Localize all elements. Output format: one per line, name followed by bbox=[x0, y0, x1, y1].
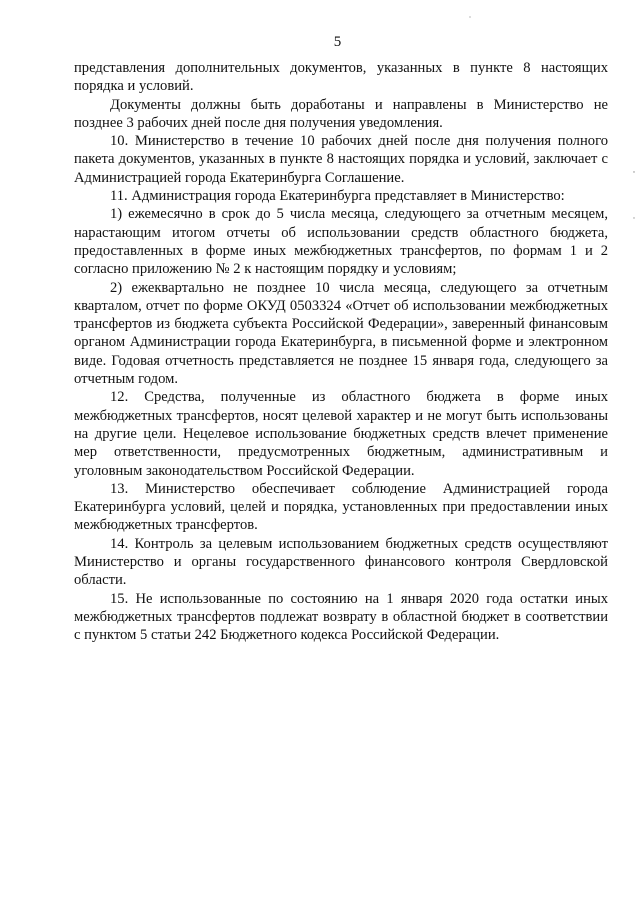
paragraph-item-15: 15. Не использованные по состоянию на 1 января 2020 года остатки иных межбюджетных трансфертов подлежат возврату в областной бюджет в соответствии с пунктом 5 статьи 242 Бюджетного кодекса Российской Федерации. bbox=[74, 590, 608, 644]
document-body bbox=[74, 59, 608, 645]
paragraph-item-11: 11. Администрация города Екатеринбурга представляет в Министерство: bbox=[110, 188, 565, 205]
paragraph-revision-deadline: Документы должны быть доработаны и направлены в Министерство не позднее 3 рабочих дней после дня получения уведомления. bbox=[74, 96, 608, 131]
page-number: 5 bbox=[333, 34, 342, 50]
paragraph-item-14: 14. Контроль за целевым использованием бюджетных средств осуществляют Министерство и органы государственного финансового контроля Свердловской области. bbox=[74, 535, 608, 589]
paragraph-item-12: 12. Средства, полученные из областного бюджета в форме иных межбюджетных трансфертов, носят целевой характер и не могут быть использованы на другие цели. Нецелевое использование бюджетных средств влечет применение мер ответственности, предусмотренных бюджетным, административным и уголовным законодательством Российской Федерации. bbox=[74, 389, 608, 479]
paragraph-item-10: 10. Министерство в течение 10 рабочих дней после дня получения полного пакета документов, указанных в пункте 8 настоящих порядка и условий, заключает с Администрацией города Екатеринбурга Соглашение. bbox=[74, 133, 608, 186]
paragraph-item-11-2: 2) ежеквартально не позднее 10 числа месяца, следующего за отчетным кварталом, отчет по форме ОКУД 0503324 «Отчет об использовании межбюджетных трансфертов из бюджета субъекта Российской Федерации», заверенный финансовым органом Администрации города Екатеринбурга, в письменной форме и электронном виде. Годовая отчетность представляется не позднее 15 января года, следующего за отчетным годом. bbox=[74, 279, 608, 388]
paragraph-item-11-1: 1) ежемесячно в срок до 5 числа месяца, следующего за отчетным месяцем, нарастающим итогом отчеты об использовании средств областного бюджета, предоставленных в форме иных межбюджетных трансфертов, по формам 1 и 2 согласно приложению № 2 к настоящим порядку и условиям; bbox=[74, 206, 608, 278]
paragraph-item-13: 13. Министерство обеспечивает соблюдение Администрацией города Екатеринбурга условий, целей и порядка, установленных при предоставлении иных межбюджетных трансфертов. bbox=[74, 480, 608, 534]
paragraph-continuation: представления дополнительных документов, указанных в пункте 8 настоящих порядка и условий. bbox=[74, 60, 608, 95]
